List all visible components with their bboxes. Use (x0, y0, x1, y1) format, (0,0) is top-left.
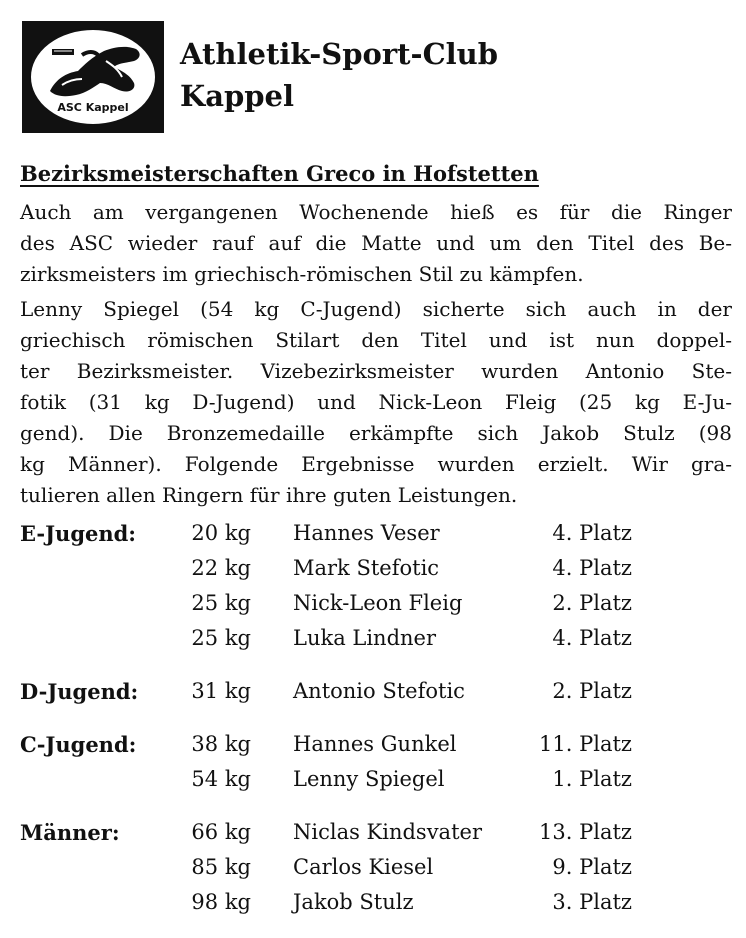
category-label: Männer: (20, 820, 120, 845)
weight-class: 85 kg (191, 855, 251, 879)
placement: 4. Platz (552, 521, 632, 545)
placement: 9. Platz (552, 855, 632, 879)
placement: 11. Platz (539, 732, 632, 756)
article-headline: Bezirksmeisterschaften Greco in Hofstetten (20, 161, 539, 186)
results-table (20, 516, 640, 938)
club-name (180, 33, 498, 117)
weight-class: 98 kg (191, 890, 251, 914)
article-paragraph-intro (20, 197, 732, 290)
wrestler-name: Jakob Stulz (293, 890, 414, 914)
weight-class: 25 kg (191, 591, 251, 615)
paragraph-line: des ASC wieder rauf auf die Matte und um den Titel des Be- (20, 231, 732, 255)
results-group-e-jugend (20, 516, 640, 656)
results-group-c-jugend (20, 727, 640, 797)
result-row (20, 621, 640, 656)
paragraph-line: Auch am vergangenen Wochenende hieß es für die Ringer (20, 200, 732, 224)
placement: 13. Platz (539, 820, 632, 844)
result-row (20, 850, 640, 885)
wrestlers-icon (22, 21, 164, 133)
club-logo (22, 21, 164, 133)
result-row (20, 815, 640, 850)
result-row (20, 762, 640, 797)
placement: 1. Platz (552, 767, 632, 791)
category-label: C-Jugend: (20, 732, 137, 757)
result-row (20, 727, 640, 762)
weight-class: 38 kg (191, 732, 251, 756)
wrestler-name: Antonio Stefotic (293, 679, 465, 703)
paragraph-line: fotik (31 kg D-Jugend) und Nick-Leon Fleig (25 kg E-Ju- (20, 390, 732, 414)
wrestler-name: Luka Lindner (293, 626, 437, 650)
placement: 4. Platz (552, 556, 632, 580)
category-label: D-Jugend: (20, 679, 139, 704)
paragraph-line: gend). Die Bronzemedaille erkämpfte sich Jakob Stulz (98 (20, 421, 732, 445)
results-group-maenner (20, 815, 640, 920)
weight-class: 20 kg (191, 521, 251, 545)
weight-class: 66 kg (191, 820, 251, 844)
paragraph-line: Lenny Spiegel (54 kg C-Jugend) sicherte sich auch in der (20, 297, 732, 321)
weight-class: 31 kg (191, 679, 251, 703)
paragraph-line: griechisch römischen Stilart den Titel und ist nun doppel- (20, 328, 732, 352)
placement: 2. Platz (552, 591, 632, 615)
paragraph-line: kg Männer). Folgende Ergebnisse wurden erzielt. Wir gra- (20, 452, 732, 476)
wrestler-name: Niclas Kindsvater (293, 820, 482, 844)
wrestler-name: Hannes Veser (293, 521, 440, 545)
result-row (20, 586, 640, 621)
result-row (20, 674, 640, 709)
wrestler-name: Nick-Leon Fleig (293, 591, 463, 615)
results-group-d-jugend (20, 674, 640, 709)
club-name-line1: Athletik-Sport-Club (180, 37, 499, 71)
category-label: E-Jugend: (20, 521, 137, 546)
placement: 2. Platz (552, 679, 632, 703)
club-name-line2: Kappel (180, 79, 295, 113)
result-row (20, 885, 640, 920)
weight-class: 22 kg (191, 556, 251, 580)
paragraph-line: tulieren allen Ringern für ihre guten Leistungen. (20, 483, 518, 507)
weight-class: 54 kg (191, 767, 251, 791)
placement: 3. Platz (552, 890, 632, 914)
paragraph-line: ter Bezirksmeister. Vizebezirksmeister wurden Antonio Ste- (20, 359, 732, 383)
weight-class: 25 kg (191, 626, 251, 650)
article-paragraph-report (20, 294, 732, 511)
result-row (20, 516, 640, 551)
paragraph-line: zirksmeisters im griechisch-römischen Stil zu kämpfen. (20, 262, 584, 286)
wrestler-name: Hannes Gunkel (293, 732, 457, 756)
placement: 4. Platz (552, 626, 632, 650)
wrestler-name: Carlos Kiesel (293, 855, 434, 879)
wrestler-name: Mark Stefotic (293, 556, 440, 580)
wrestler-name: Lenny Spiegel (293, 767, 445, 791)
result-row (20, 551, 640, 586)
logo-text: ASC Kappel (57, 101, 129, 114)
